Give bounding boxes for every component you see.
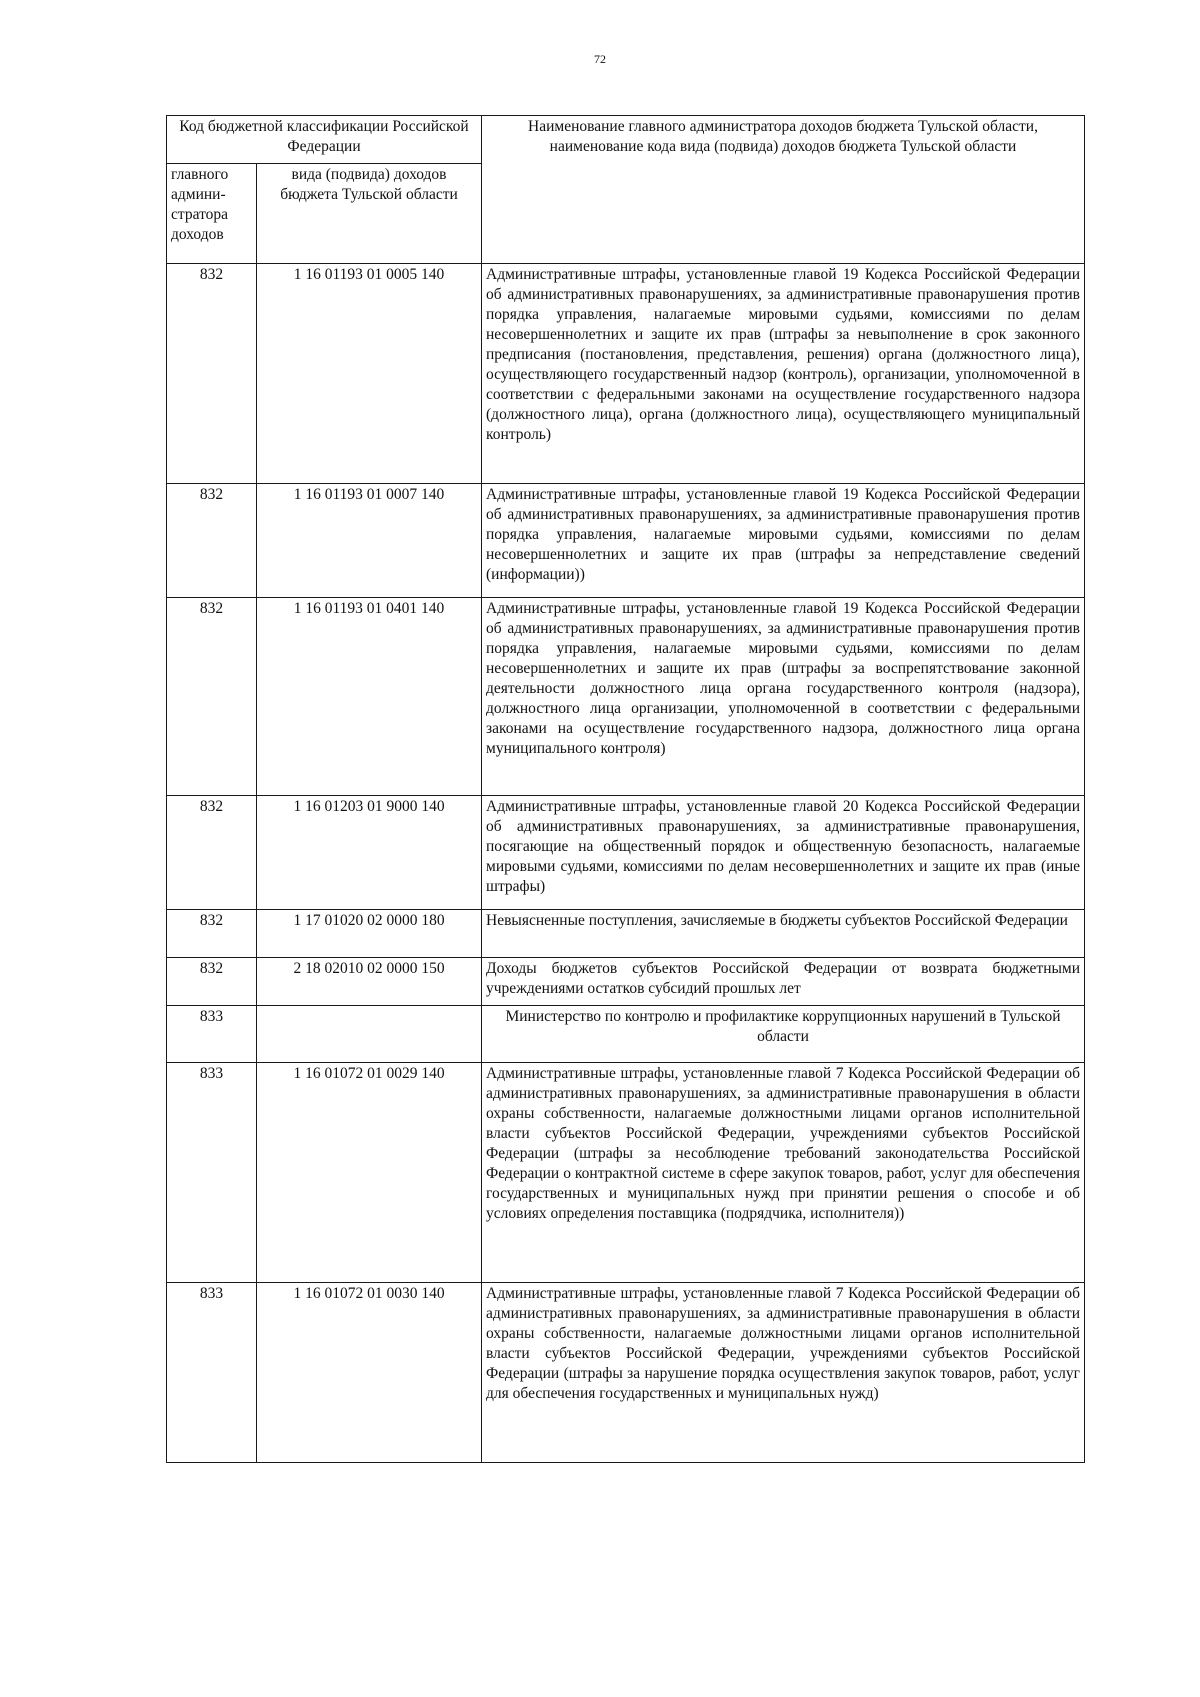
description-cell: Административные штрафы, установленные главой 7 Кодекса Российской Федерации об административных правонарушениях, за административные правонарушения в области охраны собственности, налагаемые должностными лицами органов исполнительной власти субъектов Российской Федерации, учреждениями субъектов Российской Федерации (штрафы за несоблюдение требований законодательства Российской Федерации о контрактной системе в сфере закупок товаров, работ, услуг для обеспечения государственных и муниципальных нужд при принятии решения о способе и об условиях определения поставщика (подрядчика, исполнителя)) (482, 1063, 1085, 1283)
table-row (167, 958, 1085, 1006)
revenue-code-cell (257, 1006, 482, 1063)
revenue-code-cell: 1 16 01203 01 9000 140 (257, 796, 482, 910)
admin-code-cell: 833 (167, 1283, 257, 1463)
revenue-code-cell: 1 16 01193 01 0401 140 (257, 598, 482, 796)
description-cell: Административные штрафы, установленные главой 19 Кодекса Российской Федерации об административных правонарушениях, за административные правонарушения против порядка управления, налагаемые мировыми судьями, комиссиями по делам несовершеннолетних и защите их прав (штрафы за воспрепятствование законной деятельности должностного лица органа государственного контроля (надзора), должностного лица организации, уполномоченной в соответствии с федеральными законами на осуществление государственного надзора, должностного лица органа муниципального контроля) (482, 598, 1085, 796)
table-row (167, 484, 1085, 598)
revenue-code-cell: 1 16 01193 01 0005 140 (257, 264, 482, 484)
admin-code-cell: 832 (167, 598, 257, 796)
admin-code-cell: 832 (167, 910, 257, 958)
admin-code-cell: 833 (167, 1063, 257, 1283)
admin-code-cell: 832 (167, 264, 257, 484)
budget-classification-table (166, 115, 1085, 1463)
revenue-code-cell: 1 16 01072 01 0029 140 (257, 1063, 482, 1283)
description-cell: Административные штрафы, установленные главой 7 Кодекса Российской Федерации об административных правонарушениях, за административные правонарушения в области охраны собственности, налагаемые должностными лицами органов исполнительной власти субъектов Российской Федерации, учреждениями субъектов Российской Федерации (штрафы за нарушение порядка осуществления закупок товаров, работ, услуг для обеспечения государственных и муниципальных нужд) (482, 1283, 1085, 1463)
description-cell: Административные штрафы, установленные главой 20 Кодекса Российской Федерации об административных правонарушениях, за административные правонарушения, посягающие на общественный порядок и общественную безопасность, налагаемые мировыми судьями, комиссиями по делам несовершеннолетних и защите их прав (иные штрафы) (482, 796, 1085, 910)
table-row (167, 910, 1085, 958)
table-row (167, 264, 1085, 484)
table-row (167, 1006, 1085, 1063)
revenue-code-cell: 1 16 01072 01 0030 140 (257, 1283, 482, 1463)
admin-code-cell: 833 (167, 1006, 257, 1063)
header-col-admin: главного админи-стратора доходов (167, 164, 257, 264)
table-row (167, 598, 1085, 796)
header-col-code: вида (подвида) доходов бюджета Тульской области (257, 164, 482, 264)
admin-code-cell: 832 (167, 484, 257, 598)
table-row (167, 796, 1085, 910)
description-cell: Невыясненные поступления, зачисляемые в бюджеты субъектов Российской Федерации (482, 910, 1085, 958)
description-cell: Административные штрафы, установленные главой 19 Кодекса Российской Федерации об административных правонарушениях, за административные правонарушения против порядка управления, налагаемые мировыми судьями, комиссиями по делам несовершеннолетних и защите их прав (штрафы за непредставление сведений (информации)) (482, 484, 1085, 598)
administrator-name-cell: Министерство по контролю и профилактике коррупционных нарушений в Тульской области (482, 1006, 1085, 1063)
revenue-code-cell: 2 18 02010 02 0000 150 (257, 958, 482, 1006)
table-row (167, 1283, 1085, 1463)
description-cell: Доходы бюджетов субъектов Российской Федерации от возврата бюджетными учреждениями остатков субсидий прошлых лет (482, 958, 1085, 1006)
table-row (167, 1063, 1085, 1283)
description-cell: Административные штрафы, установленные главой 19 Кодекса Российской Федерации об административных правонарушениях, за административные правонарушения против порядка управления, налагаемые мировыми судьями, комиссиями по делам несовершеннолетних и защите их прав (штрафы за невыполнение в срок законного предписания (постановления, представления, решения) органа (должностного лица), осуществляющего государственный надзор (контроль), организации, уполномоченной в соответствии с федеральными законами на осуществление государственного надзора (должностного лица), органа (должностного лица), осуществляющего муниципальный контроль) (482, 264, 1085, 484)
page-number: 72 (594, 52, 606, 66)
revenue-code-cell: 1 16 01193 01 0007 140 (257, 484, 482, 598)
admin-code-cell: 832 (167, 796, 257, 910)
revenue-code-cell: 1 17 01020 02 0000 180 (257, 910, 482, 958)
header-col-name: Наименование главного администратора доходов бюджета Тульской области, наименование кода вида (подвида) доходов бюджета Тульской области (482, 116, 1085, 264)
header-group-title: Код бюджетной классификации Российской Федерации (167, 116, 482, 164)
admin-code-cell: 832 (167, 958, 257, 1006)
